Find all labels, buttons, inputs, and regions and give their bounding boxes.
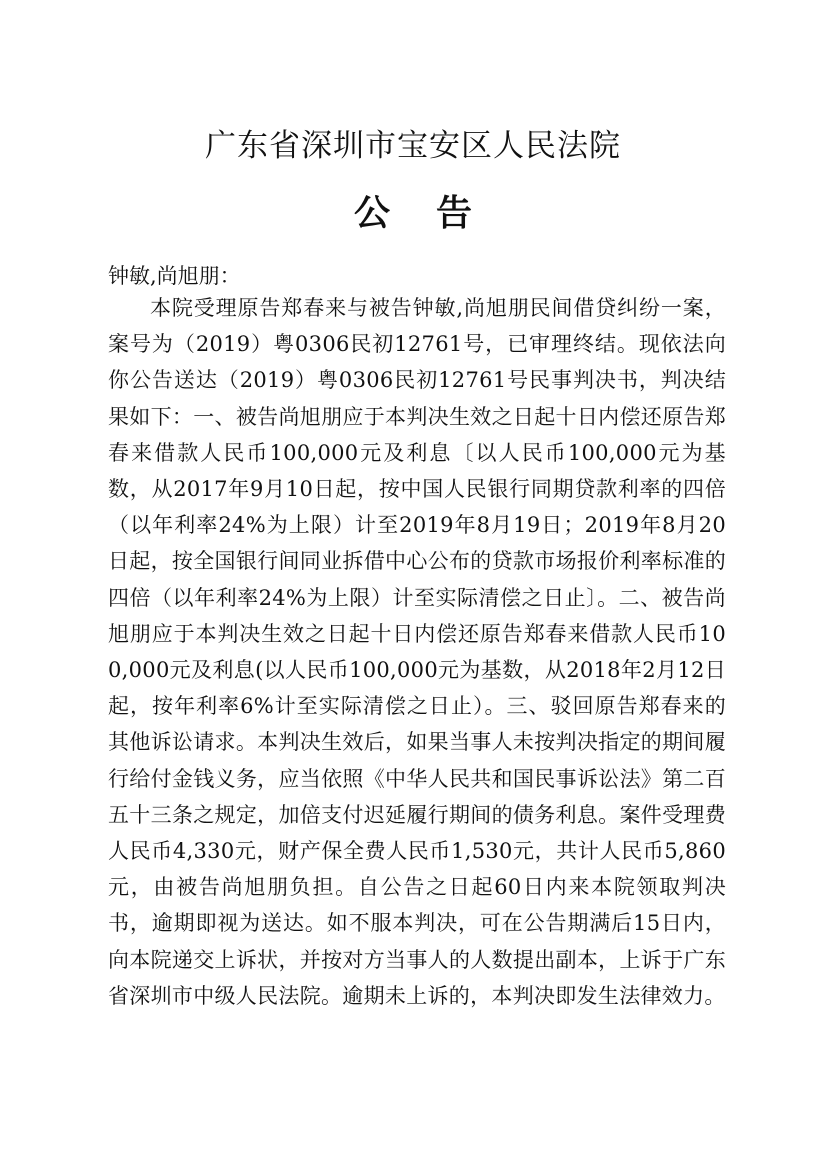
- notice-title: [0, 188, 826, 240]
- notice-title-char-1: 公: [353, 193, 390, 234]
- notice-title-char-2: 告: [436, 193, 473, 234]
- notice-body-paragraph: 本院受理原告郑春来与被告钟敏,尚旭朋民间借贷纠纷一案，案号为（2019）粤0306民初12761号，已审理终结。现依法向你公告送达（2019）粤0306民初12761号民事判决书，判决结果如下：一、被告尚旭朋应于本判决生效之日起十日内偿还原告郑春来借款人民币100,000元及利息〔以人民币100,000元为基数，从2017年9月10日起，按中国人民银行同期贷款利率的四倍（以年利率24%为上限）计至2019年8月19日；2019年8月20日起，按全国银行间同业拆借中心公布的贷款市场报价利率标准的四倍（以年利率24%为上限）计至实际清偿之日止〕。二、被告尚旭朋应于本判决生效之日起十日内偿还原告郑春来借款人民币100,000元及利息(以人民币100,000元为基数，从2018年2月12日起，按年利率6%计至实际清偿之日止）。三、驳回原告郑春来的其他诉讼请求。本判决生效后，如果当事人未按判决指定的期间履行给付金钱义务，应当依照《中华人民共和国民事诉讼法》第二百五十三条之规定，加倍支付迟延履行期间的债务利息。案件受理费人民币4,330元，财产保全费人民币1,530元，共计人民币5,860元，由被告尚旭朋负担。自公告之日起60日内来本院领取判决书，逾期即视为送达。如不服本判决，可在公告期满后15日内，向本院递交上诉状，并按对方当事人的人数提出副本，上诉于广东省深圳市中级人民法院。逾期未上诉的，本判决即发生法律效力。: [108, 296, 726, 1008]
- court-name-heading: 广东省深圳市宝安区人民法院: [205, 128, 621, 164]
- addressee-line: 钟敏,尚旭朋：: [108, 264, 241, 288]
